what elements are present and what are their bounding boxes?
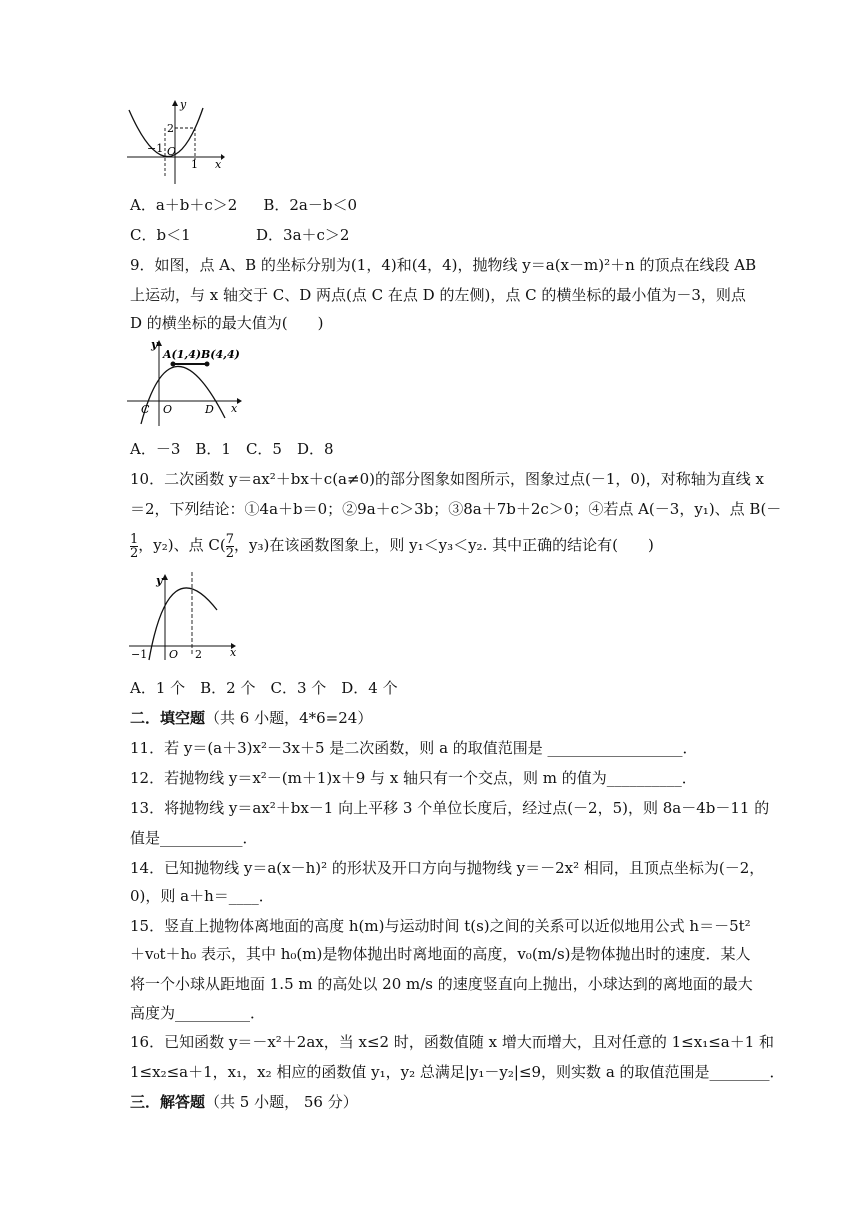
q8-parabola-figure xyxy=(125,98,225,188)
q10-text-line1: 10．二次函数 y＝ax²＋bx＋c(a≠0)的部分图象如图所示，图象过点(－1，0)，对称轴为直线 x xyxy=(130,470,764,488)
q10-text-part1: ，y₂)、点 C( xyxy=(138,536,226,554)
q9-text-line1: 9．如图，点 A、B 的坐标分别为(1，4)和(4，4)，抛物线 y＝a(x－m)²＋n 的顶点在线段 AB xyxy=(130,256,757,274)
q9-x-label: x xyxy=(231,402,238,415)
q9-text-line2: 上运动，与 x 轴交于 C、D 两点(点 C 在点 D 的左侧)，点 C 的横坐标的最小值为－3，则点 xyxy=(130,286,746,304)
q10-label-2: 2 xyxy=(195,648,202,661)
q15-text-line1: 15．竖直上抛物体离地面的高度 h(m)与运动时间 t(s)之间的关系可以近似地用公式 h＝－5t² xyxy=(130,917,751,935)
q8-options-ab xyxy=(130,195,357,215)
q8-option-d[interactable]: D．3a＋c＞2 xyxy=(256,226,350,244)
q10-options[interactable]: A．1 个 B．2 个 C．3 个 D．4 个 xyxy=(130,679,398,697)
q13-text-line1: 13．将抛物线 y＝ax²＋bx－1 向上平移 3 个单位长度后，经过点(－2，5)，则 8a－4b－11 的 xyxy=(130,799,770,817)
q13-text-line2: 值是___________． xyxy=(130,829,258,847)
q9-text-line3: D 的横坐标的最大值为( ) xyxy=(130,314,324,332)
q8-y-label: y xyxy=(180,98,187,111)
q10-text-line2: ＝2，下列结论：①4a＋b＝0；②9a＋c＞3b；③8a＋7b＋2c＞0；④若点 A(－3，y₁)、点 B(－ xyxy=(130,500,782,518)
q9-y-label: y xyxy=(151,338,158,351)
q10-fraction-seven-halves: $\frac{7}{2}$ xyxy=(225,531,234,561)
q8-options-cd xyxy=(130,225,349,245)
q11-text: 11．若 y＝(a＋3)x²－3x＋5 是二次函数，则 a 的取值范围是 __________________． xyxy=(130,739,698,757)
q10-text-line3 xyxy=(130,527,654,563)
q9-label-d: D xyxy=(205,403,214,416)
q14-text-line1: 14．已知抛物线 y＝a(x－h)² 的形状及开口方向与抛物线 y＝－2x² 相同，且顶点坐标为(－2， xyxy=(130,859,765,877)
q9-label-c: C xyxy=(141,403,150,416)
section2-title: 二．填空题 xyxy=(130,709,206,727)
q9-parabola-figure xyxy=(125,338,245,428)
q8-option-a[interactable]: A．a＋b＋c＞2 xyxy=(130,196,238,214)
q10-text-part2: ，y₃)在该函数图象上，则 y₁＜y₃＜y₂. 其中正确的结论有( ) xyxy=(234,536,654,554)
section3-title: 三．解答题 xyxy=(130,1093,206,1111)
q10-x-label: x xyxy=(230,646,237,659)
q10-label-o: O xyxy=(169,648,179,661)
q8-x-label: x xyxy=(215,158,222,171)
q8-label-neg1: −1 xyxy=(147,142,164,155)
q8-option-c[interactable]: C．b＜1 xyxy=(130,226,191,244)
q15-text-line3: 将一个小球从距地面 1.5 m 的高处以 20 m/s 的速度竖直向上抛出，小球达到的离地面的最大 xyxy=(130,975,753,993)
q9-label-a: A(1,4) xyxy=(163,348,202,361)
q8-label-origin: O xyxy=(167,145,177,158)
q8-label-1: 1 xyxy=(191,158,198,171)
q16-text-line1: 16．已知函数 y＝－x²＋2ax，当 x≤2 时，函数值随 x 增大而增大，且对任意的 1≤x₁≤a＋1 和 xyxy=(130,1033,775,1051)
section2-heading xyxy=(130,708,372,728)
q10-fraction-half: $\frac{1}{2}$ xyxy=(130,531,139,561)
q16-text-line2: 1≤x₂≤a＋1，x₁，x₂ 相应的函数值 y₁，y₂ 总满足|y₁－y₂|≤9，则实数 a 的取值范围是________． xyxy=(130,1063,785,1081)
section2-detail: （共 6 小题，4*6=24） xyxy=(205,709,373,727)
q10-parabola-figure xyxy=(125,570,250,662)
section3-heading xyxy=(130,1092,358,1112)
q15-text-line2: ＋v₀t＋h₀ 表示，其中 h₀(m)是物体抛出时离地面的高度，v₀(m/s)是物体抛出时的速度．某人 xyxy=(130,945,751,963)
q9-options[interactable]: A．－3 B．1 C．5 D．8 xyxy=(130,440,334,458)
q8-label-2: 2 xyxy=(167,122,174,135)
section3-detail: （共 5 小题， 56 分） xyxy=(205,1093,358,1111)
q8-option-b[interactable]: B．2a－b＜0 xyxy=(263,196,357,214)
q14-text-line2: 0)，则 a＋h＝____． xyxy=(130,887,274,905)
q15-text-line4: 高度为__________． xyxy=(130,1004,266,1022)
q12-text: 12．若抛物线 y＝x²－(m＋1)x＋9 与 x 轴只有一个交点，则 m 的值为__________． xyxy=(130,769,697,787)
q9-label-o: O xyxy=(163,403,173,416)
q9-label-b: B(4,4) xyxy=(201,348,240,361)
q10-y-label: y xyxy=(156,574,163,587)
q10-label-neg1: −1 xyxy=(131,648,148,661)
